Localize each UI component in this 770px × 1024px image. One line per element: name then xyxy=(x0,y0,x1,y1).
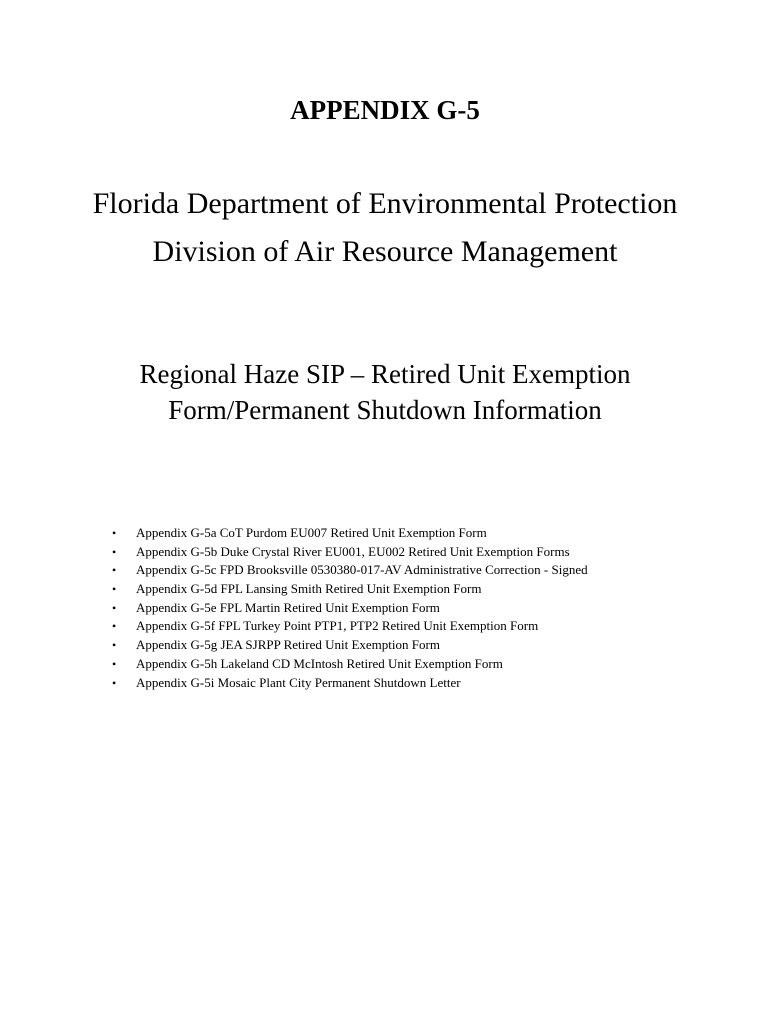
bullet-icon: • xyxy=(112,638,117,653)
bullet-icon: • xyxy=(112,563,117,578)
list-item xyxy=(112,580,732,599)
bullet-icon: • xyxy=(112,619,117,634)
bullet-icon: • xyxy=(112,526,117,540)
list-item-text: Appendix G-5f FPL Turkey Point PTP1, PTP2 Retired Unit Exemption Form xyxy=(136,618,539,634)
appendix-list xyxy=(112,524,732,692)
subject-line-1: Regional Haze SIP – Retired Unit Exemption xyxy=(139,359,631,389)
division-name: Division of Air Resource Management xyxy=(152,235,618,268)
list-item xyxy=(112,655,732,674)
list-item-text: Appendix G-5e FPL Martin Retired Unit Exemption Form xyxy=(136,599,440,615)
list-item-text: Appendix G-5d FPL Lansing Smith Retired Unit Exemption Form xyxy=(136,581,482,597)
list-item-text: Appendix G-5b Duke Crystal River EU001, EU002 Retired Unit Exemption Forms xyxy=(136,543,570,559)
list-item-text: Appendix G-5c FPD Brooksville 0530380-017-AV Administrative Correction - Signed xyxy=(136,562,588,578)
list-item xyxy=(112,617,732,636)
list-item-text: Appendix G-5g JEA SJRPP Retired Unit Exemption Form xyxy=(136,637,440,653)
bullet-icon: • xyxy=(112,582,117,597)
list-item xyxy=(112,674,732,693)
bullet-icon: • xyxy=(112,600,117,615)
bullet-icon: • xyxy=(112,656,117,671)
department-name: Florida Department of Environmental Protection xyxy=(92,187,678,220)
list-item xyxy=(112,599,732,618)
list-item-text: Appendix G-5i Mosaic Plant City Permanent Shutdown Letter xyxy=(136,674,461,690)
bullet-icon: • xyxy=(112,544,117,559)
list-item-text: Appendix G-5h Lakeland CD McIntosh Retired Unit Exemption Form xyxy=(136,655,503,671)
list-item xyxy=(112,524,732,543)
list-item-text: Appendix G-5a CoT Purdom EU007 Retired Unit Exemption Form xyxy=(136,525,487,540)
list-item xyxy=(112,543,732,562)
appendix-title: APPENDIX G-5 xyxy=(290,95,480,125)
subject-line-2: Form/Permanent Shutdown Information xyxy=(168,395,602,425)
list-item xyxy=(112,561,732,580)
list-item xyxy=(112,636,732,655)
bullet-icon: • xyxy=(112,675,117,690)
